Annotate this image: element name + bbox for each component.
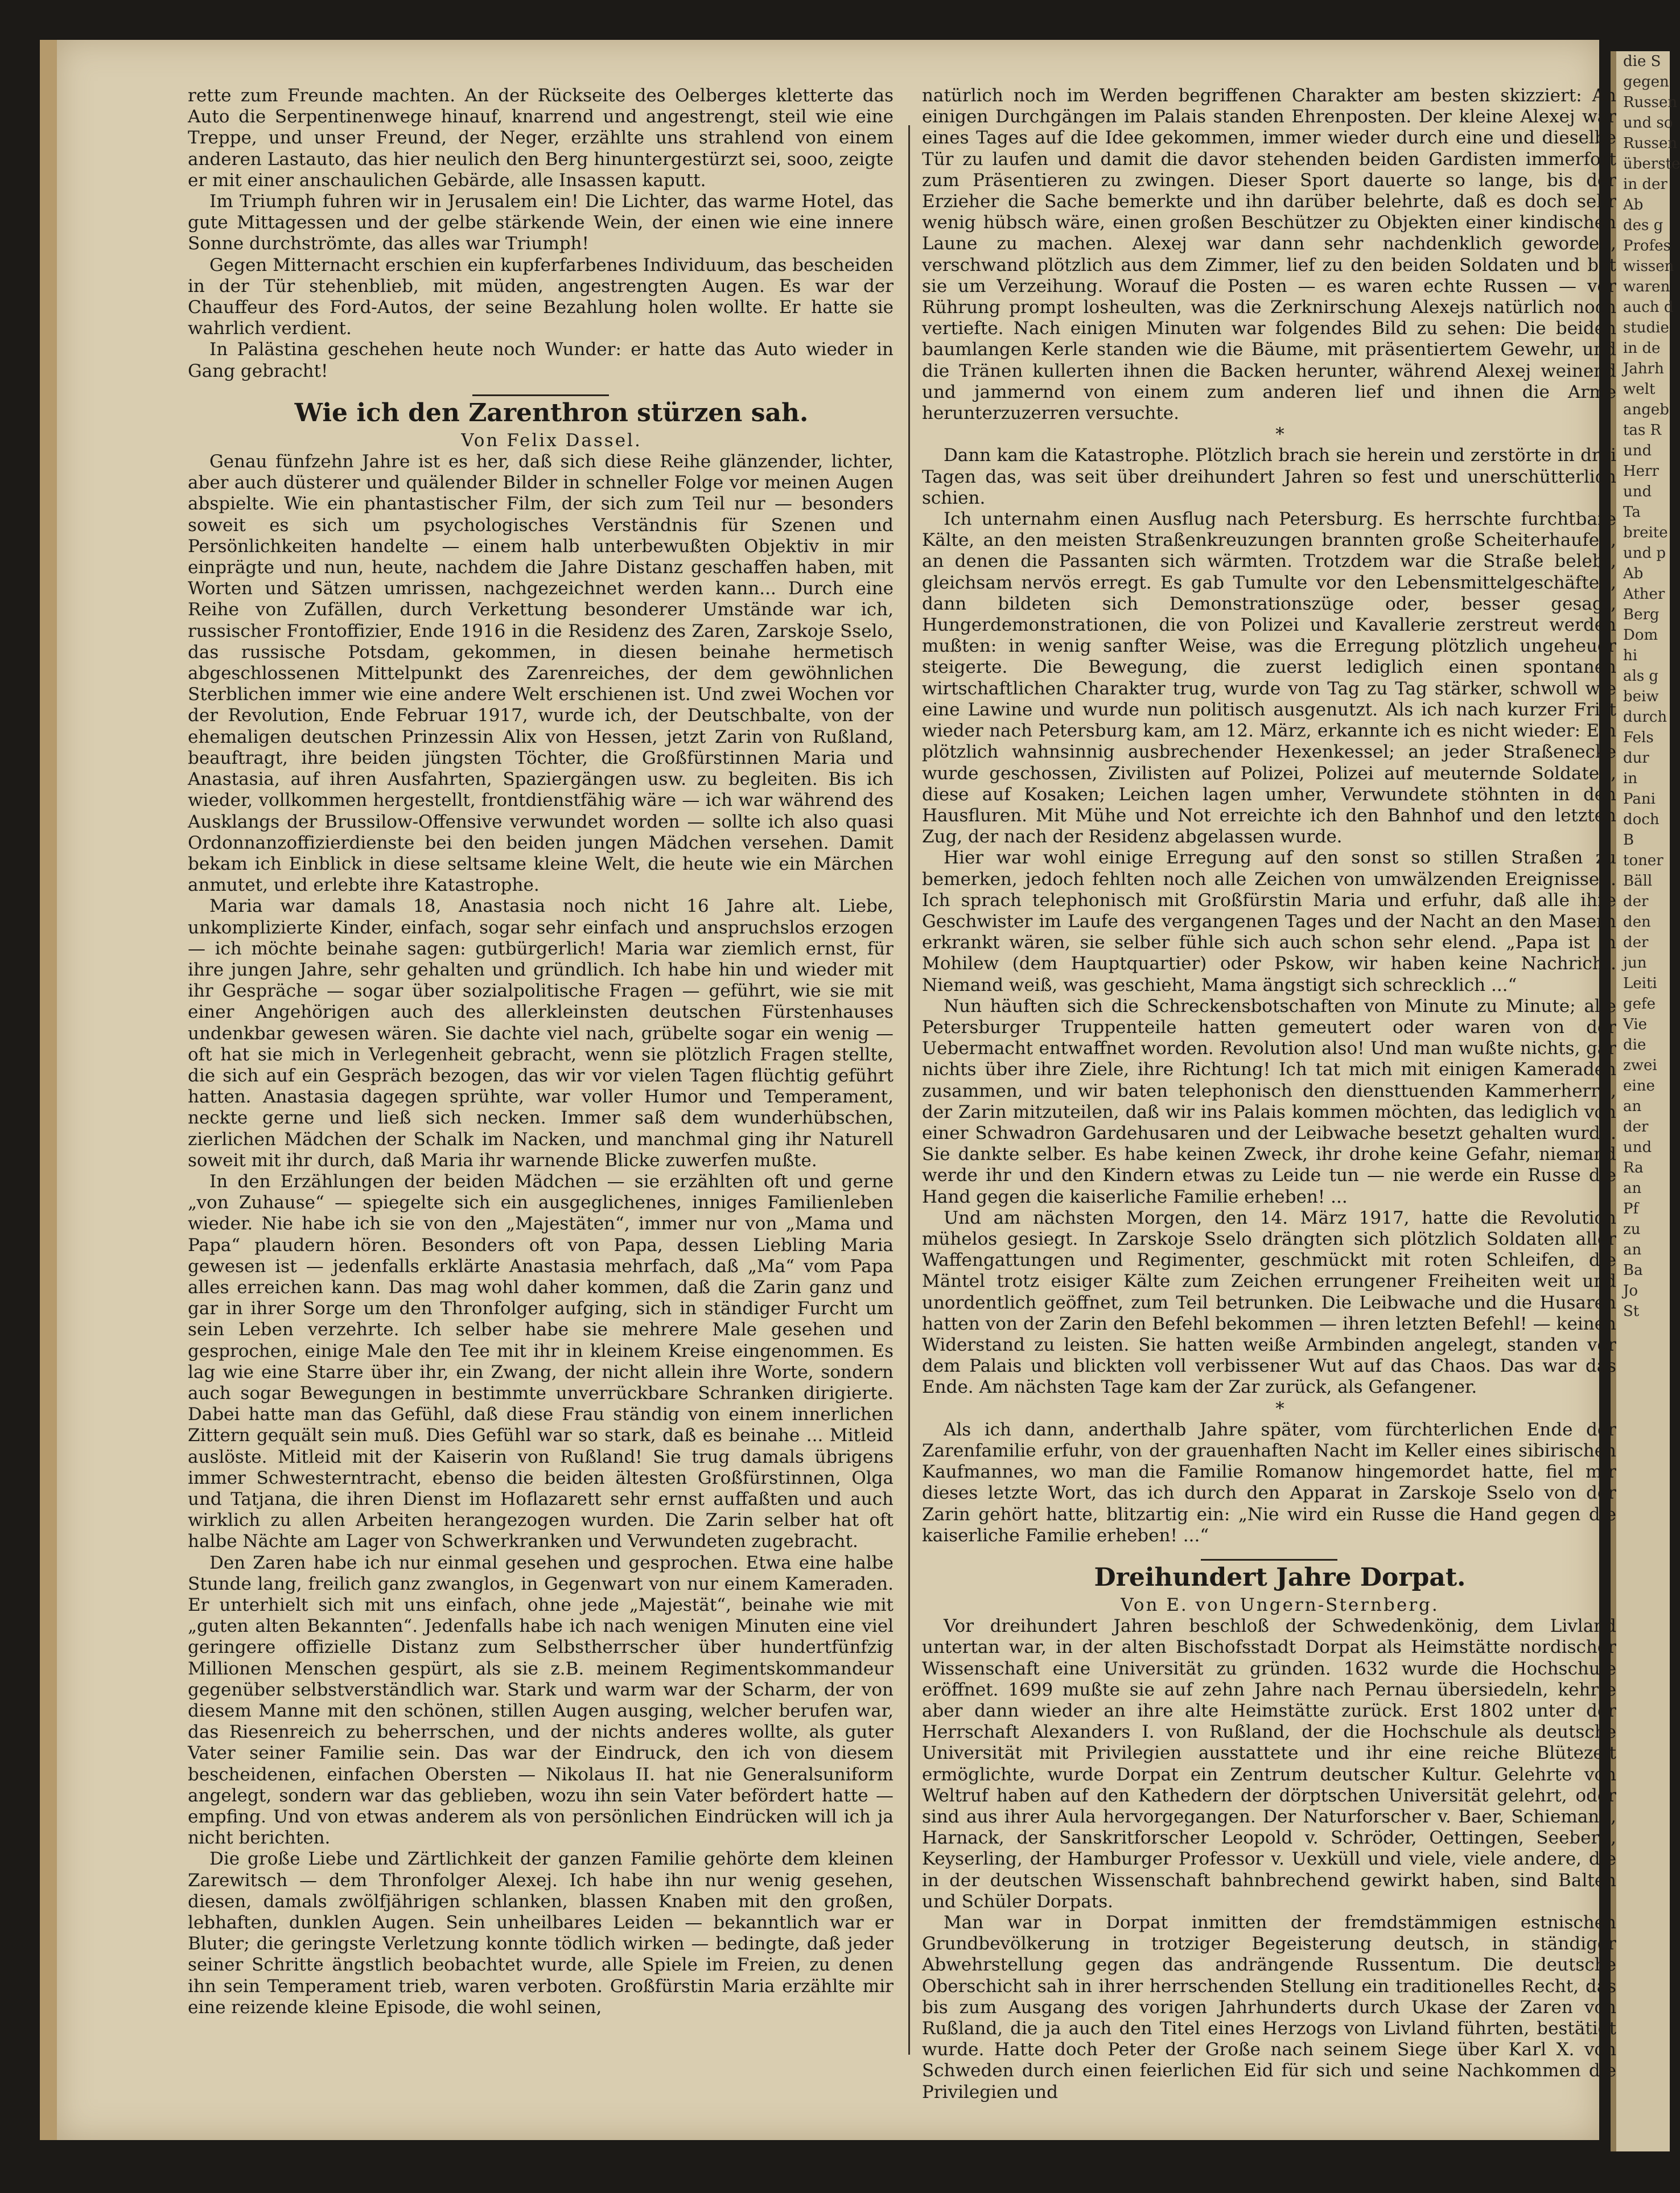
article-author: Von Felix Dassel. (461, 430, 642, 451)
edge-text-fragment: den (1623, 914, 1651, 931)
edge-text-fragment: auch d (1623, 299, 1674, 316)
section-star: * (1275, 424, 1284, 445)
paragraph: Und am nächsten Morgen, den 14. März 1917, hatte die Revolution mühelos gesiegt. In Zarskoje Sselo drängten sich plötzlich Soldaten aller Waffengattungen und Regimenter, geschmückt mit roten Schleifen, die Mäntel trotz eisiger Kälte zum Zeichen errungener Freiheiten weit und unordentlich geöffnet, zum Teil betrunken. Die Leibwache und die Husaren hatten von der Zarin den Befehl bekommen — ihren letzten Befehl! — keinen Widerstand zu leisten. Sie hatten weiße Armbinden angelegt, standen vor dem Palais und blickten voll verbissener Wut auf das Chaos. Das war das Ende. Am nächsten Tage kam der Zar zurück, als Gefangener. (922, 1207, 1616, 1398)
edge-text-fragment: Dom (1623, 627, 1658, 644)
edge-text-fragment: Herr (1623, 463, 1659, 480)
edge-text-fragment: eine (1623, 1077, 1655, 1095)
edge-text-fragment: überste (1623, 155, 1680, 172)
section-star: * (1275, 1398, 1284, 1419)
edge-text-fragment: Vie (1623, 1016, 1648, 1033)
edge-text-fragment: Pani (1623, 791, 1656, 808)
article-body (188, 451, 893, 2018)
paragraph: natürlich noch im Werden begriffenen Charakter am besten skizziert: An einigen Durchgängen im Palais standen Ehrenposten. Der kleine Alexej war eines Tages auf die Idee gekommen, immer wieder durch eine und dieselbe Tür zu laufen und damit die davor stehenden beiden Gardisten immerfort zum Präsentieren zu zwingen. Dieser Sport dauerte so lange, bis der Erzieher die Sache bemerkte und ihn darüber belehrte, daß es doch sehr wenig hübsch wäre, einen großen Beschützer zu Objekten einer kindischen Laune zu machen. Alexej war dann sehr nachdenklich geworden, verschwand plötzlich aus dem Zimmer, lief zu den beiden Soldaten und bat sie um Verzeihung. Worauf die Posten — es waren echte Russen — vor Rührung prompt losheulten, was die Zerknirschung Alexejs natürlich noch vertiefte. Nach einigen Minuten war folgendes Bild zu sehen: Die beiden baumlangen Kerle standen wie die Bäume, mit präsentiertem Gewehr, und die Tränen kullerten ihnen die Backen herunter, während Alexej weinend und jammernd von einem zum anderen lief und ihnen die Arme herunterzuzerren versuchte. (922, 85, 1616, 424)
paragraph: Vor dreihundert Jahren beschloß der Schwedenkönig, dem Livland untertan war, in der alten Bischofsstadt Dorpat als Heimstätte nordischer Wissenschaft eine Universität zu gründen. 1632 wurde die Hochschule eröffnet. 1699 mußte sie auf zehn Jahre nach Pernau übersiedeln, kehrte aber dann wieder an ihre alte Heimstätte zurück. Erst 1802 unter der Herrschaft Alexanders I. von Rußland, der die Hochschule als deutsche Universität mit Privilegien ausstattete und ihr eine reiche Blütezeit ermöglichte, wurde Dorpat ein Zentrum deutscher Kultur. Gelehrte von Weltruf haben auf den Kathedern der dörptschen Universität gelehrt, oder sind aus ihrer Aula hervorgegangen. Der Naturforscher v. Baer, Schiemann, Harnack, der Sanskritforscher Leopold v. Schröder, Oettingen, Seeberg, Keyserling, der Hamburger Professor v. Uexküll und viele, viele andere, die in der deutschen Wissenschaft bahnbrechend gewirkt haben, sind Balten und Schüler Dorpats. (922, 1616, 1616, 1912)
edge-text-fragment: B (1623, 832, 1634, 849)
edge-text-fragment: Leiti (1623, 975, 1657, 992)
edge-text-fragment: studie (1623, 319, 1669, 336)
article2-body (922, 1616, 1616, 2103)
edge-text-fragment: Ab (1623, 196, 1644, 213)
paragraph: Hier war wohl einige Erregung auf den sonst so stillen Straßen zu bemerken, jedoch fehlten noch alle Zeichen von umwälzenden Ereignissen. Ich sprach telephonisch mit Großfürstin Maria und erfuhr, daß alle ihre Geschwister im Laufe des vergangenen Tages und der Nacht an den Masern erkrankt wären, sie selber fühle sich auch schon sehr elend. „Papa ist in Mohilew (dem Hauptquartier) oder Pskow, wir haben keine Nachricht. Niemand weiß, was geschieht, Mama ängstigt sich schrecklich ...“ (922, 847, 1616, 995)
edge-text-fragment: Ba (1623, 1262, 1643, 1279)
edge-text-fragment: als g (1623, 668, 1659, 685)
edge-text-fragment: in de (1623, 340, 1661, 357)
edge-text-fragment: durch (1623, 709, 1667, 726)
edge-text-fragment: Profes (1623, 237, 1671, 254)
article-ending (922, 1420, 1616, 1546)
edge-text-fragment: Ather (1623, 586, 1665, 603)
paragraph: Man war in Dorpat inmitten der fremdstämmigen estnischen Grundbevölkerung in trotziger Begeisterung deutsch, in ständiger Abwehrstellung gegen das andrängende Russentum. Die deutsche Oberschicht sah in ihrer herrschenden Stellung ein traditionelles Recht, das bis zum Ausgang des vorigen Jahrhunderts durch Ukase der Zaren von Rußland, die ja auch den Titel eines Herzogs von Livland führten, bestätigt wurde. Hatte doch Peter der Große nach seinem Siege über Karl X. von Schweden durch einen feierlichen Eid für sich und seine Nachkommen die Privilegien und (922, 1912, 1616, 2103)
edge-text-fragment: und (1623, 1139, 1652, 1156)
article-title: Wie ich den Zarenthron stürzen sah. (294, 398, 809, 427)
edge-text-fragment: zu (1623, 1221, 1641, 1238)
left-column (188, 85, 893, 2018)
edge-text-fragment: welt (1623, 381, 1656, 398)
paragraph: Ich unternahm einen Ausflug nach Petersburg. Es herrschte furchtbare Kälte, an den meisten Straßenkreuzungen brannten große Scheiterhaufen, an denen die Passanten sich wärmten. Trotzdem war die Straße belebt, gleichsam nervös erregt. Es gab Tumulte vor den Lebensmittelgeschäften, dann bildeten sich Demonstrationszüge oder, besser gesagt, Hungerdemonstrationen, die von Polizei und Kavallerie zerstreut werden mußten: in wenig sanfter Weise, was die Erregung plötzlich ungeheuer steigerte. Die Bewegung, die zuerst lediglich einen spontanen wirtschaftlichen Charakter trug, wurde von Tag zu Tag stärker, schwoll wie eine Lawine und wurde nun politisch ausgenutzt. Als ich nach kurzer Frist wieder nach Petersburg kam, am 12. März, erkannte ich es nicht wieder: Ein plötzlich wahnsinnig ausbrechender Hexenkessel; an jeder Straßenecke wurde geschossen, Zivilisten auf Polizei, Polizei auf meuternde Soldaten, diese auf Kosaken; Leichen lagen umher, Verwundete stöhnten in den Hausfluren. Mit Mühe und Not erreichte ich den Bahnhof und den letzten Zug, der nach der Residenz abgelassen wurde. (922, 509, 1616, 847)
edge-text-fragment: Russen (1623, 94, 1678, 111)
edge-text-fragment: Russen (1623, 135, 1678, 152)
edge-text-fragment: Ab (1623, 565, 1644, 582)
edge-text-fragment: der (1623, 893, 1649, 910)
adjacent-page-edge (1611, 51, 1680, 2151)
paragraph: Die große Liebe und Zärtlichkeit der ganzen Familie gehörte dem kleinen Zarewitsch — dem Thronfolger Alexej. Ich habe ihn nur wenig gesehen, diesen, damals zwölfjährigen schlanken, blassen Knaben mit den großen, lebhaften, dunklen Augen. Sein unheilbares Leiden — bekanntlich war er Bluter; die geringste Verletzung konnte tödlich wirken — bedingte, daß jeder seiner Schritte ängstlich beobachtet wurde, alle Spiele im Freien, zu denen ihn sein Temperament trieb, waren verboten. Großfürstin Maria erzählte mir eine reizende kleine Episode, die wohl seinen, (188, 1849, 893, 2018)
edge-text-fragment: in der (1623, 176, 1667, 193)
edge-text-fragment: an (1623, 1098, 1642, 1115)
edge-text-fragment: gegen (1623, 73, 1669, 90)
paragraph: Genau fünfzehn Jahre ist es her, daß sich diese Reihe glänzender, lichter, aber auch düsterer und quälender Bilder in schneller Folge vor meinen Augen abspielte. Wie ein phantastischer Film, der sich zum Teil nur — besonders soweit es sich um psychologisches Verständnis für Szenen und Persönlichkeiten handelte — einem halb unterbewußten Objektiv in mir einprägte und nun, heute, nachdem die Jahre Distanz geschaffen haben, mit Worten und Sätzen umrissen, nachgezeichnet werden kann... Durch eine Reihe von Zufällen, durch Verkettung besonderer Umstände war ich, russischer Frontoffizier, Ende 1916 in die Residenz des Zaren, Zarskoje Sselo, das russische Potsdam, gekommen, in diesen beinahe hermetisch abgeschlossenen Mittelpunkt des Zarenreiches, der dem gewöhnlichen Sterblichen immer wie eine andere Welt erschienen ist. Und zwei Wochen vor der Revolution, Ende Februar 1917, wurde ich, der Deutschbalte, von der ehemaligen deutschen Prinzessin Alix von Hessen, jetzt Zarin von Rußland, beauftragt, ihre beiden jüngsten Töchter, die Großfürstinnen Maria und Anastasia, auf ihren Ausfahrten, Spaziergängen usw. zu begleiten. Bis ich wieder, vollkommen hergestellt, frontdienstfähig wäre — ich war während des Ausklangs der Brussilow-Offensive verwundet worden — sollte ich also quasi Ordonnanzoffizierdienste bei den beiden jungen Mädchen versehen. Damit bekam ich Einblick in diese seltsame kleine Welt, die heute wie ein Märchen anmutet, und erlebte ihre Katastrophe. (188, 451, 893, 896)
edge-text-fragment: Bäll (1623, 873, 1653, 890)
article2-title: Dreihundert Jahre Dorpat. (1094, 1563, 1466, 1593)
edge-text-fragment: waren (1623, 278, 1670, 295)
edge-text-fragment: St (1623, 1303, 1640, 1320)
edge-text-fragment: hi (1623, 647, 1638, 664)
intro-section (188, 85, 893, 382)
edge-text-fragment: breite (1623, 524, 1668, 541)
edge-text-fragment: und (1623, 442, 1652, 459)
paragraph: Den Zaren habe ich nur einmal gesehen und gesprochen. Etwa eine halbe Stunde lang, freilich ganz zwanglos, in Gegenwart von nur einem Kameraden. Er unterhielt sich mit uns einfach, ohne jede „Majestät“, beinahe wie mit „guten alten Bekannten“. Jedenfalls habe ich nach wenigen Minuten eine viel geringere offizielle Distanz zum Selbstherrscher über hundertfünfzig Millionen Menschen gespürt, als sie z.B. meinem Regimentskommandeur gegenüber selbstverständlich war. Stark und warm war der Scharm, der von diesem Manne mit den schönen, stillen Augen ausging, welcher berufen war, das Riesenreich zu beherrschen, und der nichts anderes wollte, als guter Vater seiner Familie sein. Das war der Eindruck, den ich von diesem bescheidenen, einfachen Obersten — Nikolaus II. hat nie Generalsuniform angelegt, sondern war das geblieben, wozu ihn sein Vater befördert hatte — empfing. Und von etwas anderem als von persönlichen Eindrücken will ich ja nicht berichten. (188, 1552, 893, 1849)
edge-text-fragment: tas R (1623, 422, 1662, 439)
edge-text-fragment: wissen (1623, 258, 1674, 275)
paragraph: In den Erzählungen der beiden Mädchen — sie erzählten oft und gerne „von Zuhause“ — spiegelte sich ein ausgeglichenes, inniges Familienleben wieder. Nie habe ich sie von den „Majestäten“, immer nur von „Mama und Papa“ plaudern hören. Besonders oft von Papa, dessen Liebling Maria gewesen ist — jedenfalls erklärte Anastasia mehrfach, daß „Ma“ vom Papa alles erreichen kann. Das mag wohl daher kommen, daß die Zarin ganz und gar in ihrer Sorge um den Thronfolger aufging, sich in ständiger Furcht um sein Leben verzehrte. Ich selber habe sie mehrere Male gesehen und gesprochen, einige Male den Tee mit ihr in kleinem Kreise eingenommen. Es lag wie eine Starre über ihr, ein Zwang, der nicht allein ihre Worte, sondern auch sogar Bewegungen in bestimmte unverrückbare Schranken dirigierte. Dabei hatte man das Gefühl, daß diese Frau ständig von einem innerlichen Zittern gequält sein muß. Dies Gefühl war so stark, daß es beinahe ... Mitleid auslöste. Mitleid mit der Kaiserin von Rußland! Sie trug damals übrigens immer Schwesterntracht, ebenso die beiden ältesten Großfürstinnen, Olga und Tatjana, die ihren Dienst im Hoflazarett sehr ernst auffaßten und auch wirklich zu allen Arbeiten herangezogen wurden. Die Zarin selber hat oft halbe Nächte am Lager von Schwerkranken und Verwundeten zugebracht. (188, 1171, 893, 1552)
right-column (922, 85, 1616, 2103)
edge-text-fragment: des g (1623, 217, 1663, 234)
edge-text-fragment: angeb (1623, 401, 1669, 418)
edge-text-fragment: in (1623, 770, 1638, 787)
edge-text-fragment: Fels (1623, 729, 1654, 746)
paragraph: Nun häuften sich die Schreckensbotschaften von Minute zu Minute; alle Petersburger Truppenteile hatten gemeutert oder waren von der Uebermacht entwaffnet worden. Revolution also! Und man wußte nichts, gar nichts über ihre Ziele, ihre Richtung! Ich tat mich mit einigen Kameraden zusammen, und wir baten telephonisch den diensttuenden Kammerherrn, der Zarin mitzuteilen, daß wir ins Palais kommen möchten, das lediglich von einer Schwadron Gardehusaren und der Leibwache besetzt gehalten wurde. Sie dankte selber. Es habe keinen Zweck, ihr drohe keine Gefahr, niemand werde ihr und den Kindern etwas zu Leide tun — nie werde ein Russe die Hand gegen die kaiserliche Familie erheben! ... (922, 995, 1616, 1207)
paragraph: Maria war damals 18, Anastasia noch nicht 16 Jahre alt. Liebe, unkomplizierte Kinder, einfach, sogar sehr einfach und anspruchslos erzogen — ich möchte beinahe sagen: gutbürgerlich! Maria war ziemlich ernst, für ihre jungen Jahre, sehr gehalten und gründlich. Ich habe hin und wieder mit ihr Gespräche — sogar über sozialpolitische Fragen — geführt, wie sie mit einer Angehörigen auch des allerkleinsten deutschen Fürstenhauses undenkbar gewesen wären. Sie dachte viel nach, grübelte sogar ein wenig — oft hat sie mich in Verlegenheit gebracht, wenn sie plötzlich Fragen stellte, die sich auf ein Gespräch bezogen, das wir vor vielen Tagen flüchtig geführt hatten. Anastasia dagegen sprühte, war voller Humor und Temperament, neckte gerne und ließ sich necken. Immer saß dem wunderhübschen, zierlichen Mädchen der Schalk im Nacken, und manchmal ging ihr Naturell soweit mit ihr durch, daß Maria ihr warnende Blicke zuwerfen mußte. (188, 896, 893, 1171)
edge-text-fragment: die S (1623, 53, 1661, 70)
edge-text-fragment: an (1623, 1241, 1642, 1258)
edge-text-fragment: toner (1623, 852, 1663, 869)
article2-author: Von E. von Ungern-Sternberg. (1121, 1595, 1439, 1616)
paragraph: Gegen Mitternacht erschien ein kupferfarbenes Individuum, das bescheiden in der Tür stehenblieb, mit müden, angestrengten Augen. Es war der Chauffeur des Ford-Autos, der seine Bezahlung holen wollte. Er hatte sie wahrlich verdient. (188, 254, 893, 339)
edge-text-fragment: und (1623, 483, 1652, 500)
paragraph: Dann kam die Katastrophe. Plötzlich brach sie herein und zerstörte in drei Tagen das, was seit über dreihundert Jahren so fest und unerschütterlich schien. (922, 445, 1616, 508)
edge-text-fragment: und so (1623, 114, 1673, 131)
column-rule (908, 125, 910, 2055)
edge-text-fragment: gefe (1623, 995, 1656, 1013)
edge-text-fragment: doch (1623, 811, 1660, 828)
edge-text-fragment: Berg (1623, 606, 1660, 623)
edge-text-fragment: Pf (1623, 1200, 1639, 1217)
paragraph: Im Triumph fuhren wir in Jerusalem ein! Die Lichter, das warme Hotel, das gute Mittagessen und der gelbe stärkende Wein, der einen wie eine innere Sonne durchströmte, das alles war Triumph! (188, 191, 893, 254)
edge-text-fragment: zwei (1623, 1057, 1657, 1074)
edge-text-fragment: Ra (1623, 1159, 1644, 1176)
edge-text-fragment: beiw (1623, 688, 1659, 705)
edge-text-fragment: dur (1623, 750, 1649, 767)
edge-text-fragment: Jahrh (1623, 360, 1664, 377)
article-continuation (922, 85, 1616, 424)
paragraph: rette zum Freunde machten. An der Rückseite des Oelberges kletterte das Auto die Serpentinenwege hinauf, knarrend und angestrengt, steil wie eine Treppe, und unser Freund, der Neger, erzählte uns strahlend von einem anderen Lastauto, das hier neulich den Berg hinuntergestürzt sei, sooo, zeigte er mit einer anschaulichen Gebärde, alle Insassen kaputt. (188, 85, 893, 191)
edge-text-fragment: Jo (1623, 1282, 1638, 1299)
edge-text-fragment: jun (1623, 954, 1647, 972)
edge-text-fragment: Ta (1623, 504, 1641, 521)
paragraph: Als ich dann, anderthalb Jahre später, vom fürchterlichen Ende der Zarenfamilie erfuhr, von der grauenhaften Nacht im Keller eines sibirischen Kaufmannes, wo man die Familie Romanow hingemordet hatte, fiel mir dieses letzte Wort, das ich durch den Apparat in Zarskoje Sselo von der Zarin gehört hatte, blitzartig ein: „Nie wird ein Russe die Hand gegen die kaiserliche Familie erheben! ...“ (922, 1419, 1616, 1546)
edge-text-fragment: die (1623, 1036, 1646, 1054)
edge-text-fragment: der (1623, 934, 1649, 951)
edge-text-fragment: und p (1623, 545, 1666, 562)
edge-text-fragment: der (1623, 1118, 1649, 1135)
paragraph: In Palästina geschehen heute noch Wunder: er hatte das Auto wieder in Gang gebracht! (188, 339, 893, 381)
article-body-2 (922, 445, 1616, 1398)
edge-text-fragment: an (1623, 1180, 1642, 1197)
